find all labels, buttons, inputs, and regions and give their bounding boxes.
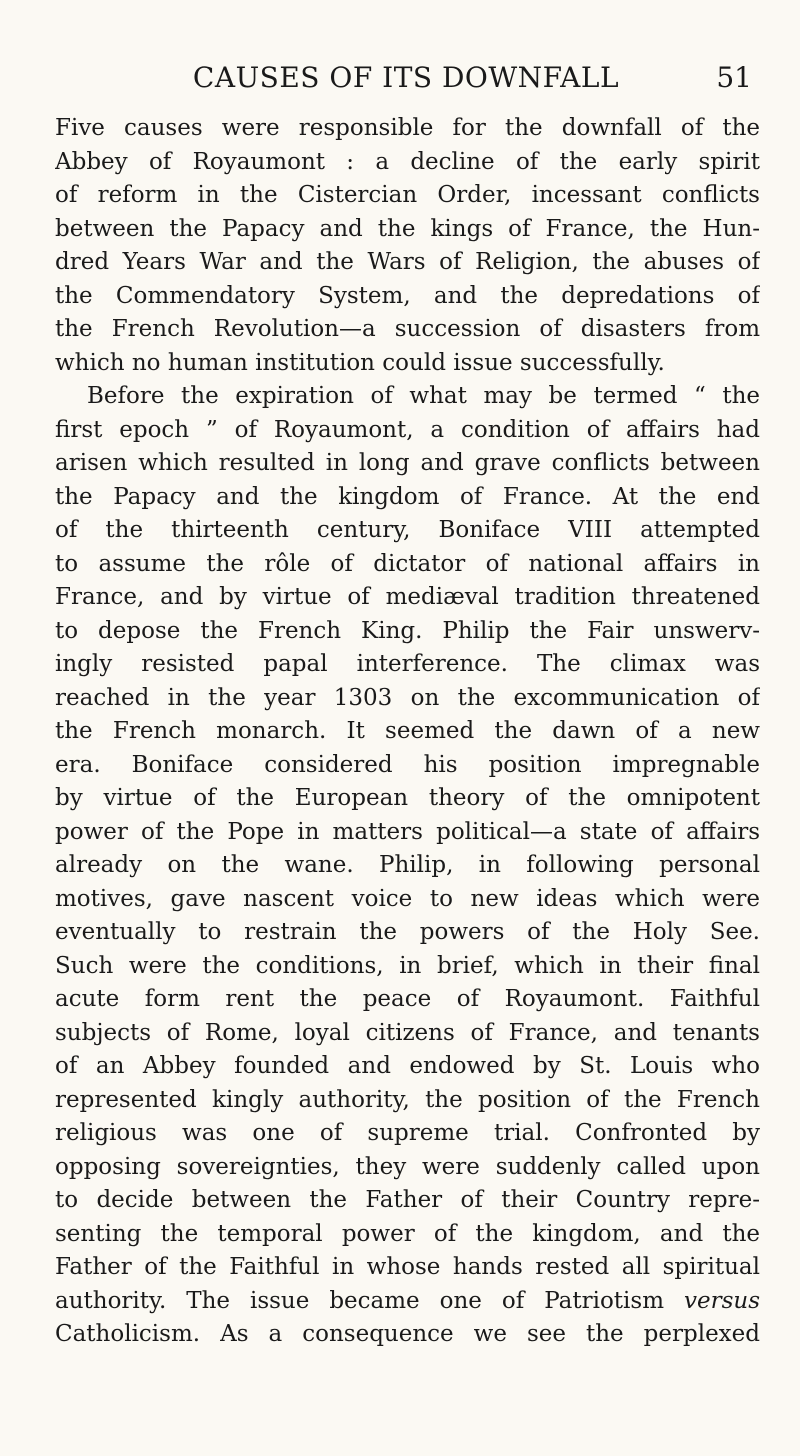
text-line: the French monarch. It seemed the dawn of a new <box>55 718 760 744</box>
text-line: of the thirteenth century, Boniface VIII attempted <box>55 517 760 543</box>
italic-word: versus <box>683 1287 760 1314</box>
text-line: acute form rent the peace of Royaumont. Faithful <box>55 986 760 1012</box>
text-line: subjects of Rome, loyal citizens of France, and tenants <box>55 1019 760 1046</box>
text-line: France, and by virtue of mediæval tradition threatened <box>55 584 760 610</box>
text-line: Such were the conditions, in brief, which in their final <box>55 952 760 979</box>
text-line: Five causes were responsible for the downfall of the <box>55 115 760 141</box>
text-line: ingly resisted papal interference. The climax was <box>55 651 760 677</box>
text-line: already on the wane. Philip, in following personal <box>55 852 760 878</box>
text-line: religious was one of supreme trial. Confronted by <box>55 1120 760 1146</box>
text-line: of reform in the Cistercian Order, incessant conflicts <box>55 182 760 208</box>
text-line: the Papacy and the kingdom of France. At the end <box>55 483 760 510</box>
text-line: Before the expiration of what may be termed “ the <box>87 383 760 409</box>
text-line: the French Revolution—a succession of disasters from <box>55 316 760 342</box>
text-line: senting the temporal power of the kingdom, and the <box>55 1220 760 1247</box>
text-line: motives, gave nascent voice to new ideas which were <box>55 885 760 912</box>
text-line: by virtue of the European theory of the omnipotent <box>55 785 760 811</box>
text-line: eventually to restrain the powers of the Holy See. <box>55 919 760 945</box>
text-line: to decide between the Father of their Country repre- <box>55 1187 760 1213</box>
text-line: of an Abbey founded and endowed by St. Louis who <box>55 1053 760 1079</box>
text-line: to depose the French King. Philip the Fair unswerv- <box>55 617 760 644</box>
running-head <box>56 58 756 98</box>
text-line: first epoch ” of Royaumont, a condition of affairs had <box>55 416 760 443</box>
text-line: dred Years War and the Wars of Religion, the abuses of <box>55 249 760 275</box>
text-line-with-italic <box>55 1285 760 1319</box>
text-line: the Commendatory System, and the depredations of <box>55 282 760 309</box>
text-line: Abbey of Royaumont : a decline of the early spirit <box>55 148 760 175</box>
text-line: between the Papacy and the kings of France, the Hun- <box>55 215 760 242</box>
text-line: Father of the Faithful in whose hands rested all spiritual <box>55 1254 760 1280</box>
text-line: power of the Pope in matters political—a state of affairs <box>55 818 760 845</box>
text-line: opposing sovereignties, they were suddenly called upon <box>55 1153 760 1180</box>
line-text: authority. The issue became one of Patriotism <box>55 1287 665 1314</box>
text-line: Catholicism. As a consequence we see the perplexed <box>55 1321 760 1347</box>
text-line: era. Boniface considered his position impregnable <box>55 751 760 778</box>
text-line: represented kingly authority, the position of the French <box>55 1086 760 1113</box>
running-title: CAUSES OF ITS DOWNFALL <box>192 61 620 94</box>
text-line: to assume the rôle of dictator of national affairs in <box>55 550 760 577</box>
body-text <box>55 112 760 1352</box>
text-line: reached in the year 1303 on the excommunication of <box>55 684 760 711</box>
text-line: arisen which resulted in long and grave conflicts between <box>55 450 760 476</box>
text-line: which no human institution could issue successfully. <box>55 349 665 376</box>
page-number: 51 <box>716 61 752 94</box>
